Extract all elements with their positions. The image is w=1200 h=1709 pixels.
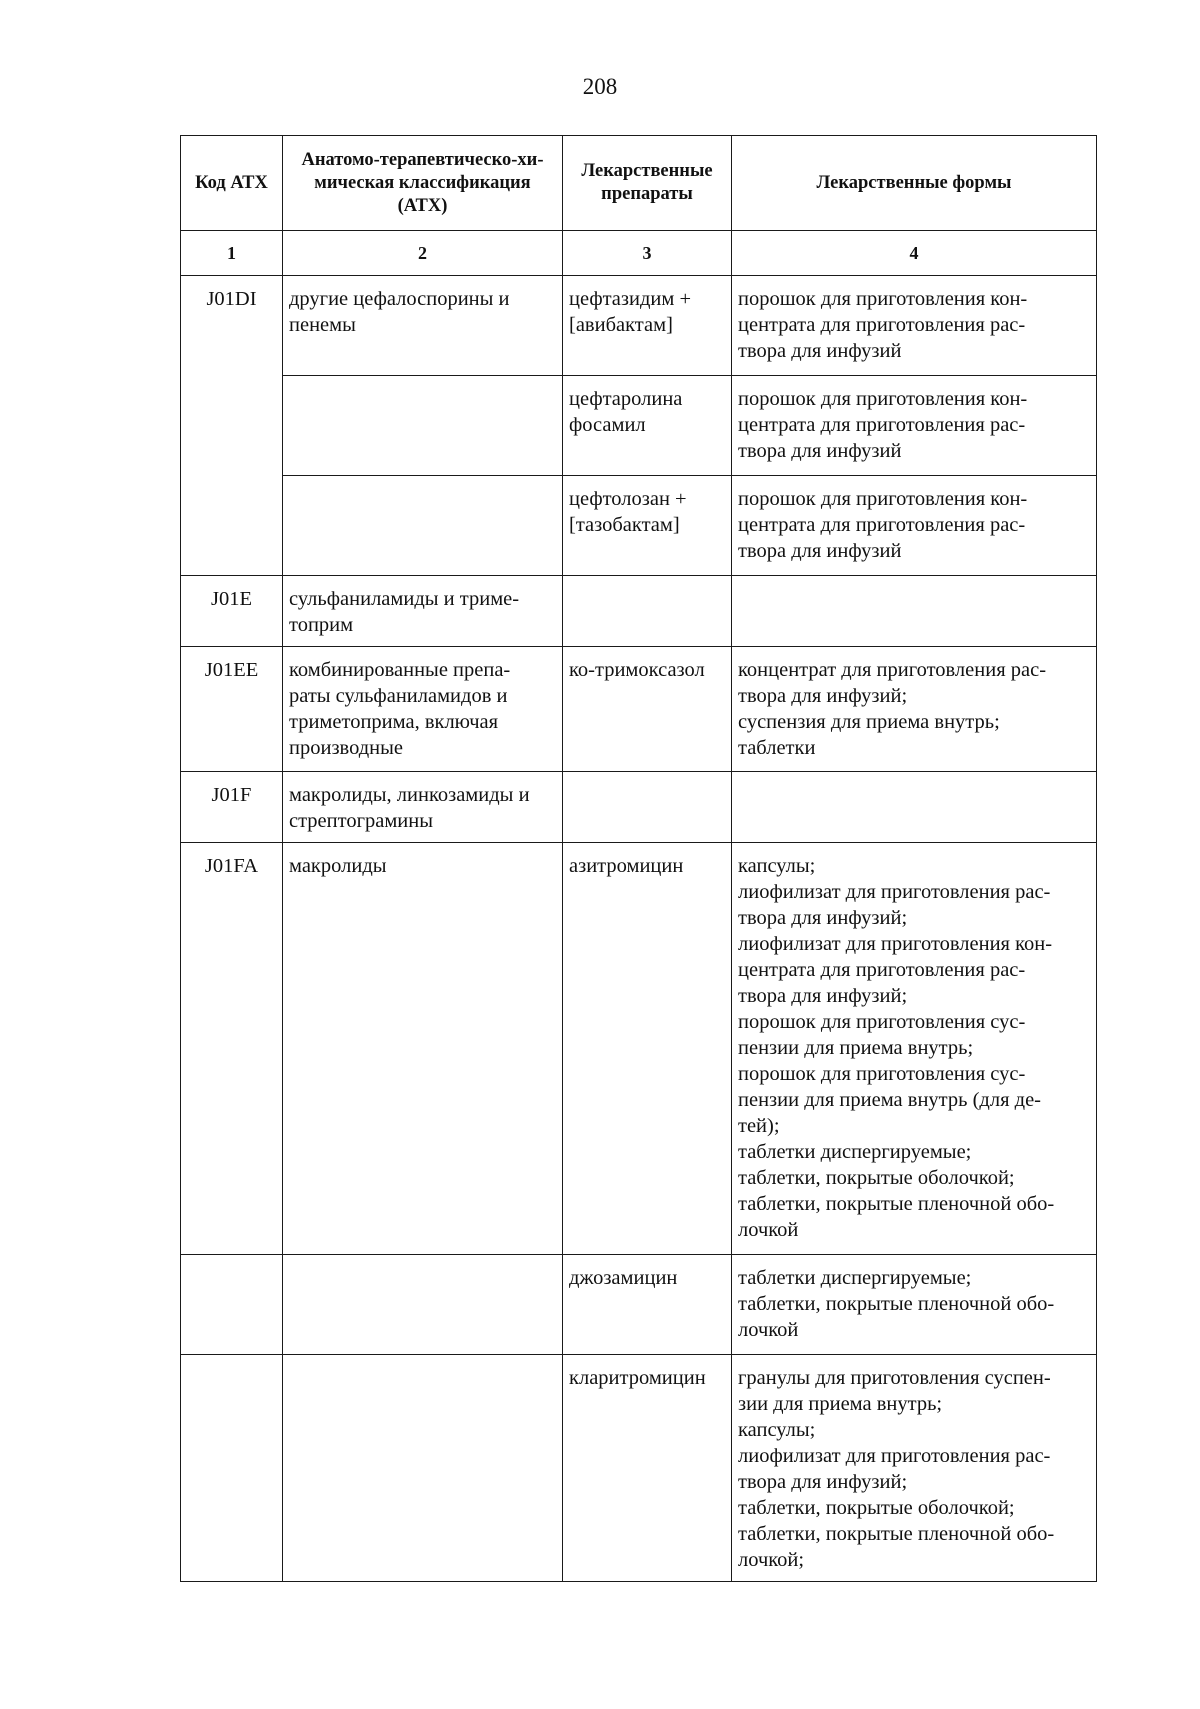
drug-cell xyxy=(563,772,732,843)
drug-cell xyxy=(563,843,732,1255)
text-line: центрата для приготовления рас- xyxy=(738,959,1026,981)
column-number: 3 xyxy=(563,231,732,276)
text-line: цефтаролина xyxy=(569,388,683,410)
column-number: 1 xyxy=(181,231,283,276)
header-forms xyxy=(732,136,1097,231)
forms-cell xyxy=(732,476,1097,576)
text-line: лиофилизат для приготовления кон- xyxy=(738,933,1053,955)
header-code xyxy=(181,136,283,231)
classification-cell xyxy=(283,1255,563,1355)
text-line: макролиды, линкозамиды и xyxy=(289,784,530,806)
atx-code-cell xyxy=(181,1255,283,1355)
text-line: твора для инфузий; xyxy=(738,1471,908,1493)
text-line: триметоприма, включая xyxy=(289,711,499,733)
text-line: центрата для приготовления рас- xyxy=(738,514,1026,536)
table-row xyxy=(181,376,1097,476)
text-line: комбинированные препа- xyxy=(289,659,511,681)
header-drugs xyxy=(563,136,732,231)
text-line: цефтолозан + xyxy=(569,488,687,510)
text-line: капсулы; xyxy=(738,1419,816,1441)
text-line: другие цефалоспорины и xyxy=(289,288,510,310)
text-line: порошок для приготовления сус- xyxy=(738,1011,1026,1033)
drug-cell xyxy=(563,276,732,376)
text-line: лочкой xyxy=(738,1319,799,1341)
text-line: кларитромицин xyxy=(569,1367,706,1389)
atx-code-cell: J01F xyxy=(181,772,283,843)
text-line: концентрат для приготовления рас- xyxy=(738,659,1047,681)
forms-cell xyxy=(732,772,1097,843)
page-number: 208 xyxy=(582,74,618,99)
text-line: твора для инфузий; xyxy=(738,985,908,1007)
text-line: пензии для приема внутрь; xyxy=(738,1037,974,1059)
text-line: цефтазидим + xyxy=(569,288,692,310)
classification-cell xyxy=(283,1355,563,1582)
header-classification-line: мическая классификация xyxy=(314,172,531,193)
text-line: центрата для приготовления рас- xyxy=(738,414,1026,436)
table-row xyxy=(181,576,1097,647)
classification-cell xyxy=(283,647,563,772)
atx-code-cell xyxy=(181,476,283,576)
text-line: гранулы для приготовления суспен- xyxy=(738,1367,1051,1389)
atx-code-cell xyxy=(181,376,283,476)
text-line: порошок для приготовления кон- xyxy=(738,488,1028,510)
text-line: таблетки, покрытые пленочной обо- xyxy=(738,1293,1055,1315)
text-line: пенемы xyxy=(289,314,356,336)
atx-code-cell: J01E xyxy=(181,576,283,647)
classification-cell xyxy=(283,843,563,1255)
column-number: 2 xyxy=(283,231,563,276)
text-line: таблетки xyxy=(738,737,816,759)
text-line: ко-тримоксазол xyxy=(569,659,705,681)
text-line: твора для инфузий xyxy=(738,340,902,362)
atx-drug-table xyxy=(180,135,1097,1582)
drug-cell xyxy=(563,376,732,476)
text-line: пензии для приема внутрь (для де- xyxy=(738,1089,1041,1111)
atx-code-cell: J01EE xyxy=(181,647,283,772)
drug-cell xyxy=(563,476,732,576)
text-line: лиофилизат для приготовления рас- xyxy=(738,1445,1051,1467)
text-line: таблетки, покрытые пленочной обо- xyxy=(738,1193,1055,1215)
header-classification xyxy=(283,136,563,231)
text-line: порошок для приготовления кон- xyxy=(738,288,1028,310)
text-line: лиофилизат для приготовления рас- xyxy=(738,881,1051,903)
table-row xyxy=(181,843,1097,1255)
atx-code-cell xyxy=(181,1355,283,1582)
text-line: твора для инфузий xyxy=(738,440,902,462)
text-line: суспензия для приема внутрь; xyxy=(738,711,1000,733)
text-line: порошок для приготовления сус- xyxy=(738,1063,1026,1085)
column-number-row xyxy=(181,231,1097,276)
forms-cell xyxy=(732,376,1097,476)
table-row xyxy=(181,1255,1097,1355)
table-row xyxy=(181,1355,1097,1582)
header-forms-line: Лекарственные формы xyxy=(816,172,1012,193)
text-line: стрептограмины xyxy=(289,810,434,832)
text-line: таблетки, покрытые пленочной обо- xyxy=(738,1523,1055,1545)
text-line: топрим xyxy=(289,614,354,636)
table-row xyxy=(181,476,1097,576)
drug-cell xyxy=(563,576,732,647)
text-line: макролиды xyxy=(289,855,387,877)
text-line: фосамил xyxy=(569,414,646,436)
header-drugs-line: Лекарственные xyxy=(581,161,713,181)
classification-cell xyxy=(283,376,563,476)
atx-code-cell: J01DI xyxy=(181,276,283,376)
classification-cell xyxy=(283,576,563,647)
text-line: лочкой xyxy=(738,1219,799,1241)
text-line: центрата для приготовления рас- xyxy=(738,314,1026,336)
text-line: лочкой; xyxy=(738,1549,805,1571)
table-row xyxy=(181,276,1097,376)
forms-cell xyxy=(732,843,1097,1255)
header-classification-line: (АТХ) xyxy=(397,195,448,216)
forms-cell xyxy=(732,1355,1097,1582)
text-line: твора для инфузий; xyxy=(738,685,908,707)
drug-cell xyxy=(563,1355,732,1582)
table-row xyxy=(181,647,1097,772)
header-classification-line: Анатомо-терапевтическо-хи- xyxy=(301,149,544,170)
forms-cell xyxy=(732,276,1097,376)
text-line: тей); xyxy=(738,1115,780,1137)
forms-cell xyxy=(732,576,1097,647)
text-line: азитромицин xyxy=(569,855,684,877)
text-line: раты сульфаниламидов и xyxy=(289,685,508,707)
text-line: твора для инфузий; xyxy=(738,907,908,929)
drug-cell xyxy=(563,1255,732,1355)
text-line: таблетки, покрытые оболочкой; xyxy=(738,1497,1015,1519)
text-line: твора для инфузий xyxy=(738,540,902,562)
classification-cell xyxy=(283,276,563,376)
text-line: таблетки диспергируемые; xyxy=(738,1141,972,1163)
header-row xyxy=(181,136,1097,231)
classification-cell xyxy=(283,476,563,576)
text-line: таблетки диспергируемые; xyxy=(738,1267,972,1289)
text-line: сульфаниламиды и триме- xyxy=(289,588,520,610)
drug-cell xyxy=(563,647,732,772)
forms-cell xyxy=(732,647,1097,772)
header-drugs-line: препараты xyxy=(601,184,693,204)
header-code-line: Код АТХ xyxy=(195,172,268,193)
text-line: [тазобактам] xyxy=(569,514,680,536)
text-line: [авибактам] xyxy=(569,314,673,336)
text-line: порошок для приготовления кон- xyxy=(738,388,1028,410)
text-line: производные xyxy=(289,737,404,759)
classification-cell xyxy=(283,772,563,843)
atx-code-cell: J01FA xyxy=(181,843,283,1255)
forms-cell xyxy=(732,1255,1097,1355)
text-line: зии для приема внутрь; xyxy=(738,1393,943,1415)
column-number: 4 xyxy=(732,231,1097,276)
text-line: капсулы; xyxy=(738,855,816,877)
text-line: джозамицин xyxy=(569,1267,678,1289)
text-line: таблетки, покрытые оболочкой; xyxy=(738,1167,1015,1189)
table-row xyxy=(181,772,1097,843)
